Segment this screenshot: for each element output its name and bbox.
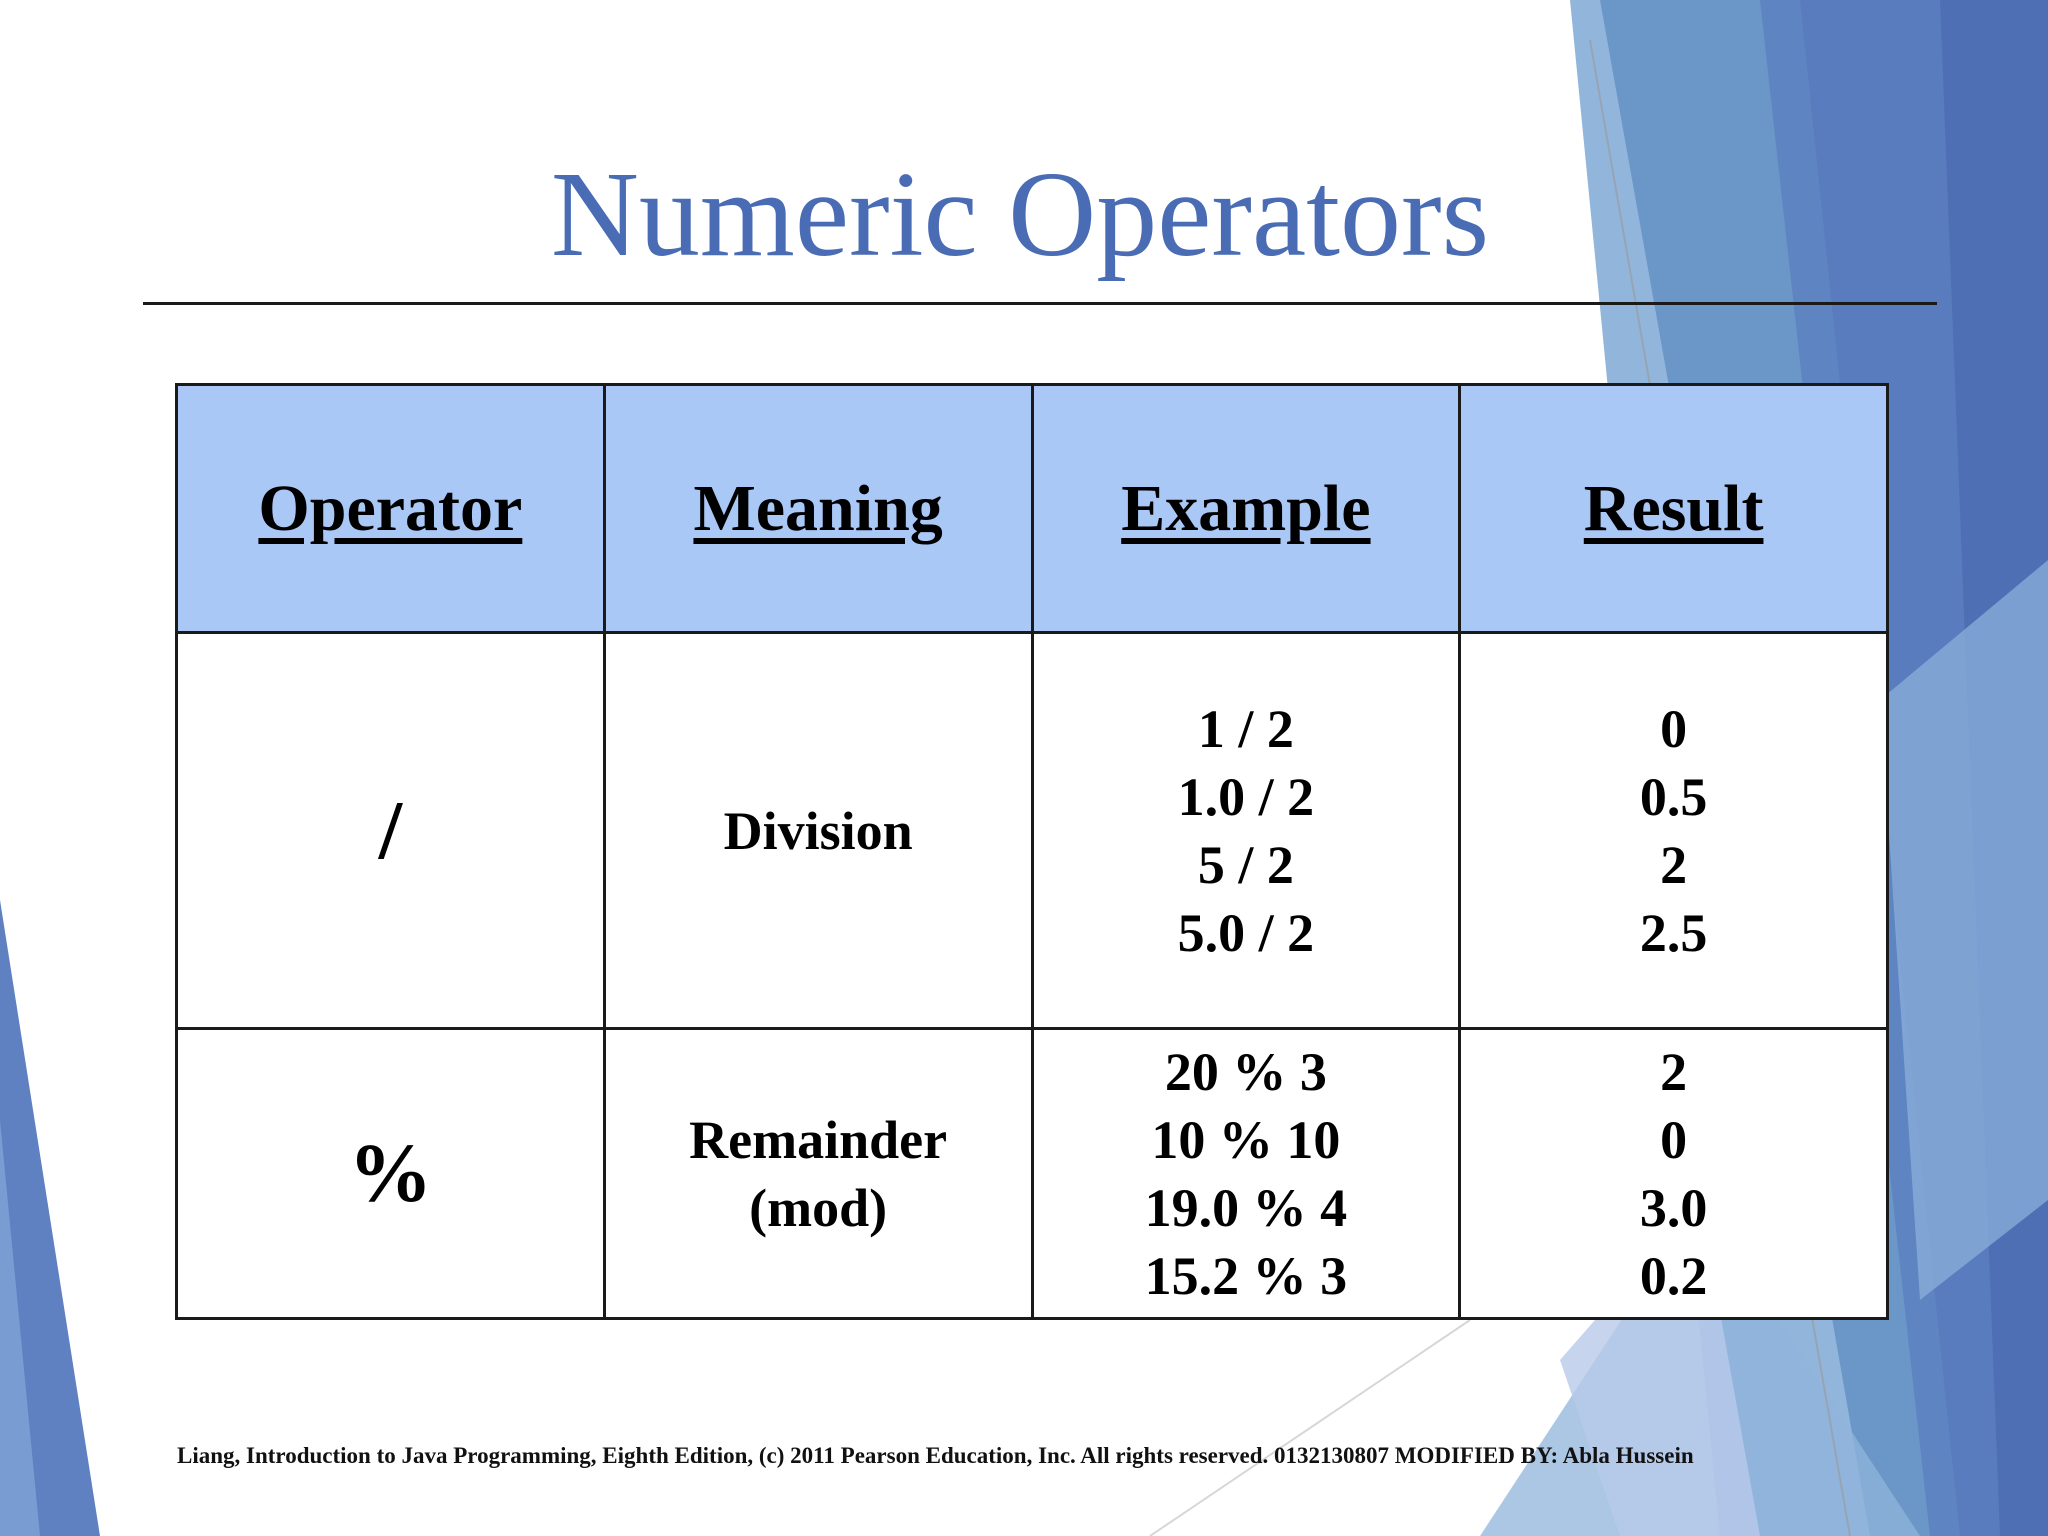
result-line: 0.2 <box>1639 1245 1708 1306</box>
meaning-cell <box>604 1029 1032 1319</box>
table-header-row <box>177 385 1888 633</box>
example-cell <box>1032 633 1460 1029</box>
operator-cell: / <box>177 633 605 1029</box>
table-row <box>177 633 1888 1029</box>
result-line: 0.5 <box>1639 766 1708 827</box>
copyright-footer: Liang, Introduction to Java Programming, Eighth Edition, (c) 2011 Pearson Education, Inc. All rights reserved. 0132130807 MODIFIED BY: Abla Hussein <box>177 1443 1694 1468</box>
result-line: 0 <box>1660 698 1688 759</box>
example-line: 1.0 / 2 <box>1177 766 1315 827</box>
example-line: 20 % 3 <box>1164 1041 1327 1102</box>
meaning-line: Remainder <box>689 1109 948 1170</box>
header-operator: Operator <box>177 385 605 633</box>
example-line: 5.0 / 2 <box>1177 902 1315 963</box>
example-line: 19.0 % 4 <box>1144 1177 1348 1238</box>
header-example: Example <box>1032 385 1460 633</box>
header-meaning: Meaning <box>604 385 1032 633</box>
result-line: 2 <box>1660 1041 1688 1102</box>
example-line: 10 % 10 <box>1151 1109 1341 1170</box>
result-line: 3.0 <box>1639 1177 1708 1238</box>
meaning-line: (mod) <box>749 1177 888 1238</box>
decor-line-2 <box>1150 1320 1470 1536</box>
example-line: 15.2 % 3 <box>1144 1245 1348 1306</box>
table-row <box>177 1029 1888 1319</box>
result-line: 2.5 <box>1639 902 1708 963</box>
operator-cell: % <box>177 1029 605 1319</box>
example-cell <box>1032 1029 1460 1319</box>
title-underline-rule <box>143 302 1937 305</box>
example-line: 5 / 2 <box>1197 834 1294 895</box>
result-line: 2 <box>1660 834 1688 895</box>
meaning-line: Division <box>723 800 913 861</box>
numeric-operators-table <box>175 383 1889 1320</box>
result-cell <box>1460 633 1888 1029</box>
meaning-cell <box>604 633 1032 1029</box>
header-result: Result <box>1460 385 1888 633</box>
result-cell <box>1460 1029 1888 1319</box>
result-line: 0 <box>1660 1109 1688 1170</box>
slide-title: Numeric Operators <box>550 147 1490 282</box>
example-line: 1 / 2 <box>1197 698 1294 759</box>
